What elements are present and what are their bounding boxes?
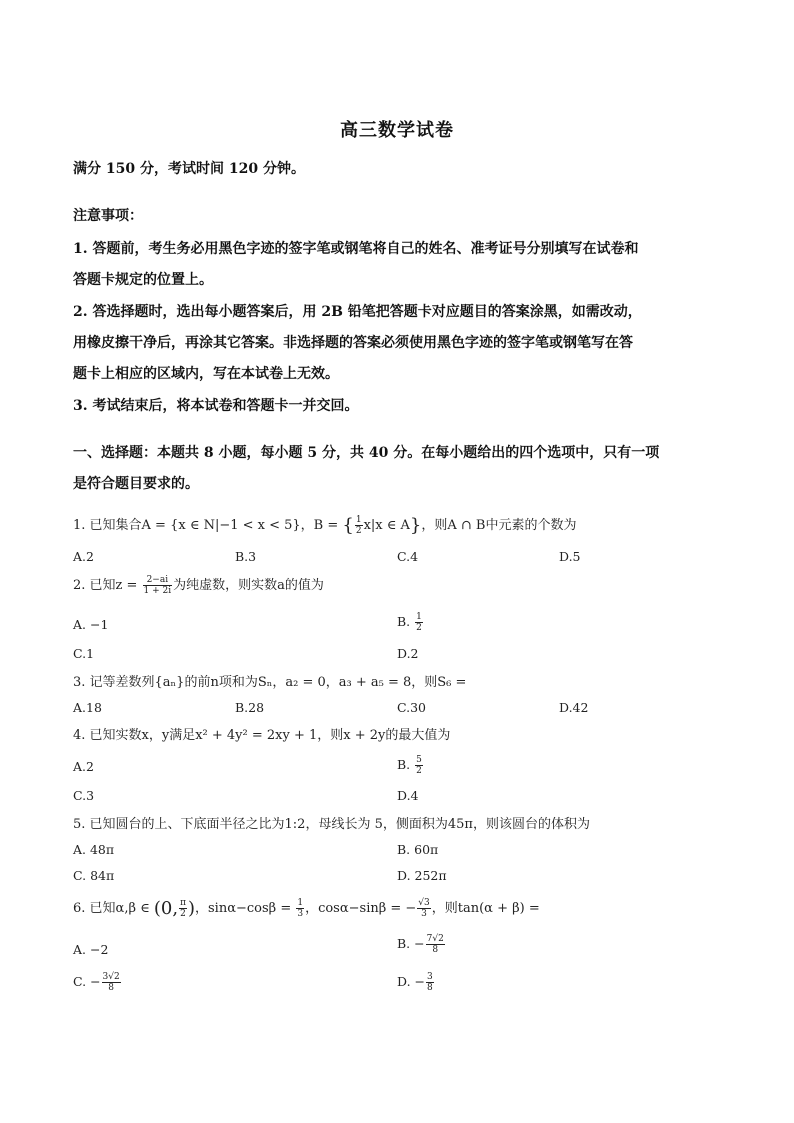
q2-text-a: 2. 已知z =	[73, 578, 142, 593]
q5-option-a[interactable]: A. 48π	[73, 842, 115, 857]
q3-option-b[interactable]: B.28	[235, 700, 265, 715]
q2-option-a[interactable]: A. −1	[73, 617, 109, 632]
q1-option-c[interactable]: C.4	[397, 549, 419, 564]
q1-text-c: ，则A ∩ B中元素的个数为	[421, 518, 577, 533]
q2-option-c[interactable]: C.1	[73, 646, 95, 661]
question-4: 4. 已知实数x，y满足x² + 4y² = 2xy + 1，则x + 2y的最大值为	[73, 728, 451, 743]
q1-fraction: $\frac{1}{2}$	[355, 515, 362, 536]
q2-option-d[interactable]: D.2	[397, 646, 419, 661]
q4-option-c[interactable]: C.3	[73, 788, 95, 803]
q2-text-b: 为纯虚数，则实数a的值为	[173, 578, 324, 593]
notice-line: 2. 答选择题时，选出每小题答案后，用 2B 铅笔把答题卡对应题目的答案涂黑，如需改动，	[73, 304, 642, 320]
q6-option-b[interactable]: B. − $\frac{7√2}{8}$	[397, 934, 444, 955]
q1-text-b: x|x ∈ A	[363, 518, 410, 533]
question-3: 3. 记等差数列{aₙ}的前n项和为Sₙ，a₂ = 0，a₃ + a₅ = 8，则S₆ =	[73, 675, 467, 690]
notice-line: 答题卡规定的位置上。	[73, 272, 213, 288]
q3-option-d[interactable]: D.42	[559, 700, 589, 715]
q6-text-b: ，sinα−cosβ =	[195, 901, 296, 916]
q6-text-a: 6. 已知α,β ∈	[73, 901, 154, 916]
q4-option-a[interactable]: A.2	[73, 759, 94, 774]
q1-option-a[interactable]: A.2	[73, 549, 94, 564]
q5-option-c[interactable]: C. 84π	[73, 868, 115, 883]
q5-option-d[interactable]: D. 252π	[397, 868, 447, 883]
q1-text-a: 1. 已知集合A = {x ∈ N|−1 < x < 5}，B =	[73, 518, 343, 533]
notice-heading: 注意事项：	[73, 208, 143, 224]
q5-option-b[interactable]: B. 60π	[397, 842, 439, 857]
q6-option-c[interactable]: C. − $\frac{3√2}{8}$	[73, 972, 120, 993]
exam-info: 满分 150 分，考试时间 120 分钟。	[73, 161, 305, 177]
q6-text-c: ，cosα−sinβ = −	[305, 901, 417, 916]
q6-option-a[interactable]: A. −2	[73, 942, 109, 957]
question-1: 1. 已知集合A = {x ∈ N|−1 < x < 5}，B = { $\frac{1}{2}$ x|x ∈ A}，则A ∩ B中元素的个数为	[73, 515, 577, 536]
q3-option-c[interactable]: C.30	[397, 700, 426, 715]
section-heading: 一、选择题：本题共 8 小题，每小题 5 分，共 40 分。在每小题给出的四个选项中，只有一项	[73, 445, 660, 461]
page-title: 高三数学试卷	[340, 120, 454, 141]
q2-option-b[interactable]: B. $\frac{1}{2}$	[397, 612, 422, 633]
notice-line: 题卡上相应的区域内，写在本试卷上无效。	[73, 366, 339, 382]
question-5: 5. 已知圆台的上、下底面半径之比为1:2，母线长为 5，侧面积为45π，则该圆台的体积为	[73, 817, 590, 832]
q6-option-d[interactable]: D. − $\frac{3}{8}$	[397, 972, 433, 993]
section-heading: 是符合题目要求的。	[73, 476, 199, 492]
q1-option-b[interactable]: B.3	[235, 549, 257, 564]
q6-text-d: ，则tan(α + β) =	[431, 901, 540, 916]
notice-line: 用橡皮擦干净后，再涂其它答案。非选择题的答案必须使用黑色字迹的签字笔或钢笔写在答	[73, 335, 633, 351]
q4-option-d[interactable]: D.4	[397, 788, 419, 803]
q2-fraction: $\frac{2-ai}{1 + 2i}$	[143, 575, 172, 596]
question-2	[73, 574, 324, 596]
notice-line: 1. 答题前，考生务必用黑色字迹的签字笔或钢笔将自己的姓名、准考证号分别填写在试卷和	[73, 241, 639, 257]
question-6: 6. 已知α,β ∈ (0, $\frac{\pi}{2}$ )，sinα−cosβ = $\frac{1}{3}$ ，cosα−sinβ = − $\frac{√3}{3}$ ，则tan(α + β) =	[73, 898, 540, 919]
q3-option-a[interactable]: A.18	[73, 700, 102, 715]
notice-line: 3. 考试结束后，将本试卷和答题卡一并交回。	[73, 398, 359, 414]
q1-option-d[interactable]: D.5	[559, 549, 581, 564]
q4-option-b[interactable]: B. $\frac{5}{2}$	[397, 755, 422, 776]
